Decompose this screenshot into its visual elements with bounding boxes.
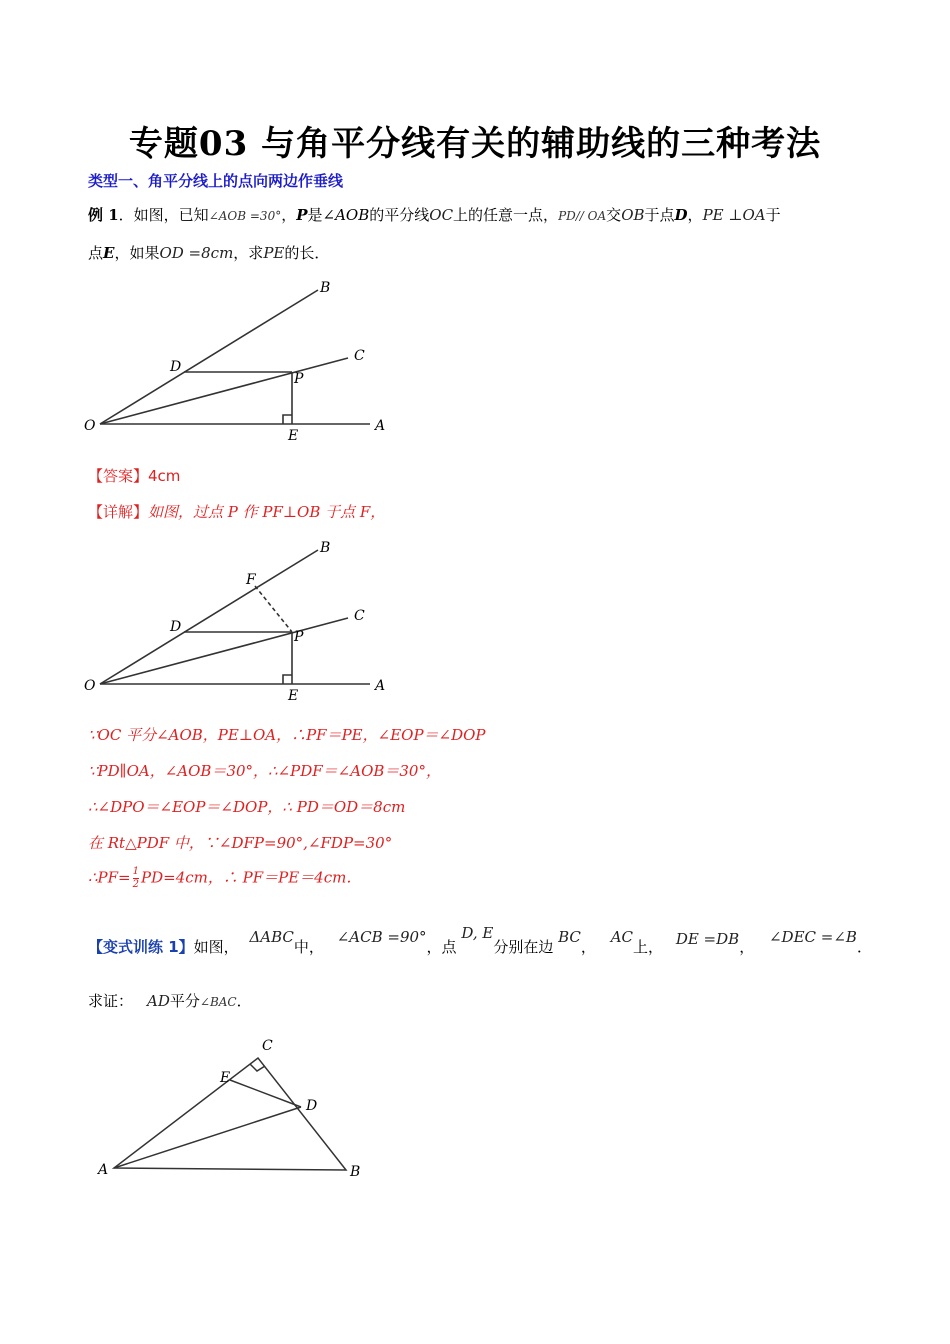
label-p: P — [294, 371, 304, 387]
segment-ad — [114, 1107, 301, 1168]
detail-tag: 【详解】 — [88, 503, 149, 521]
solution-line-3: ∴∠DPO＝∠EOP＝∠DOP，∴ PD＝OD＝8cm — [88, 798, 406, 816]
answer-value: 4cm — [148, 467, 181, 485]
page-title: 专题03 与角平分线有关的辅助线的三种考法 — [128, 124, 822, 164]
right-angle-mark — [283, 675, 292, 684]
label-e: E — [288, 428, 299, 444]
segment-pf-dashed — [255, 586, 292, 632]
right-angle-mark — [283, 415, 292, 424]
label-p: P — [294, 629, 304, 645]
ray-ob — [100, 550, 318, 684]
label-a: A — [375, 418, 386, 434]
variant-1-statement: 【变式训练 1】如图， ΔABC中， ∠ACB =90°，点 D, E分别在边 BC， AC上， DE =DB， ∠DEC =∠B． — [88, 924, 872, 956]
solution-line-2: ∵PD∥OA，∠AOB＝30°，∴∠PDF＝∠AOB＝30°， — [88, 762, 441, 780]
label-e: E — [288, 688, 299, 704]
figure-3 — [90, 1030, 380, 1190]
prove-line: 求证： AD平分∠BAC． — [88, 992, 252, 1010]
figure-1 — [80, 276, 400, 446]
label-a: A — [98, 1162, 109, 1178]
label-c: C — [262, 1038, 273, 1054]
label-o: O — [84, 418, 96, 434]
section-heading: 类型一、角平分线上的点向两边作垂线 — [88, 172, 344, 190]
example-label: 例 1 — [88, 206, 119, 224]
label-e: E — [220, 1070, 231, 1086]
label-b: B — [350, 1164, 361, 1180]
variant-tag: 【变式训练 1】 — [88, 938, 194, 956]
fraction-one-half: $\frac{1}{2}$ — [132, 866, 139, 890]
label-d: D — [170, 359, 182, 375]
ray-ob — [100, 290, 318, 424]
label-f: F — [246, 572, 256, 588]
solution-line-5: ∴PF= $\frac{1}{2}$ PD=4cm，∴ PF＝PE＝4cm． — [88, 866, 362, 890]
label-c: C — [354, 608, 365, 624]
example-1-line-1: 例 1．如图，已知∠AOB =30°，P是∠AOB的平分线OC上的任意一点，PD// OA交OB于点D，PE ⊥OA于 — [88, 206, 781, 224]
label-d: D — [170, 619, 182, 635]
label-c: C — [354, 348, 365, 364]
label-d: D — [306, 1098, 318, 1114]
figure-2 — [80, 536, 400, 706]
solution-line-4: 在 Rt△PDF 中，∵∠DFP=90°,∠FDP=30° — [88, 834, 393, 852]
example-1-line-2: 点E，如果OD =8cm，求PE的长． — [88, 244, 330, 262]
label-o: O — [84, 678, 96, 694]
answer — [88, 465, 180, 486]
label-b: B — [320, 280, 331, 296]
label-b: B — [320, 540, 331, 556]
segment-ed — [230, 1080, 301, 1107]
detail: 【详解】如图，过点 P 作 PF⊥OB 于点 F， — [88, 503, 386, 521]
solution-line-1: ∵OC 平分∠AOB，PE⊥OA，∴PF＝PE，∠EOP＝∠DOP — [88, 726, 486, 744]
ray-oc — [100, 618, 348, 684]
label-a: A — [375, 678, 386, 694]
answer-tag: 【答案】 — [88, 467, 149, 485]
ray-oc — [100, 358, 348, 424]
